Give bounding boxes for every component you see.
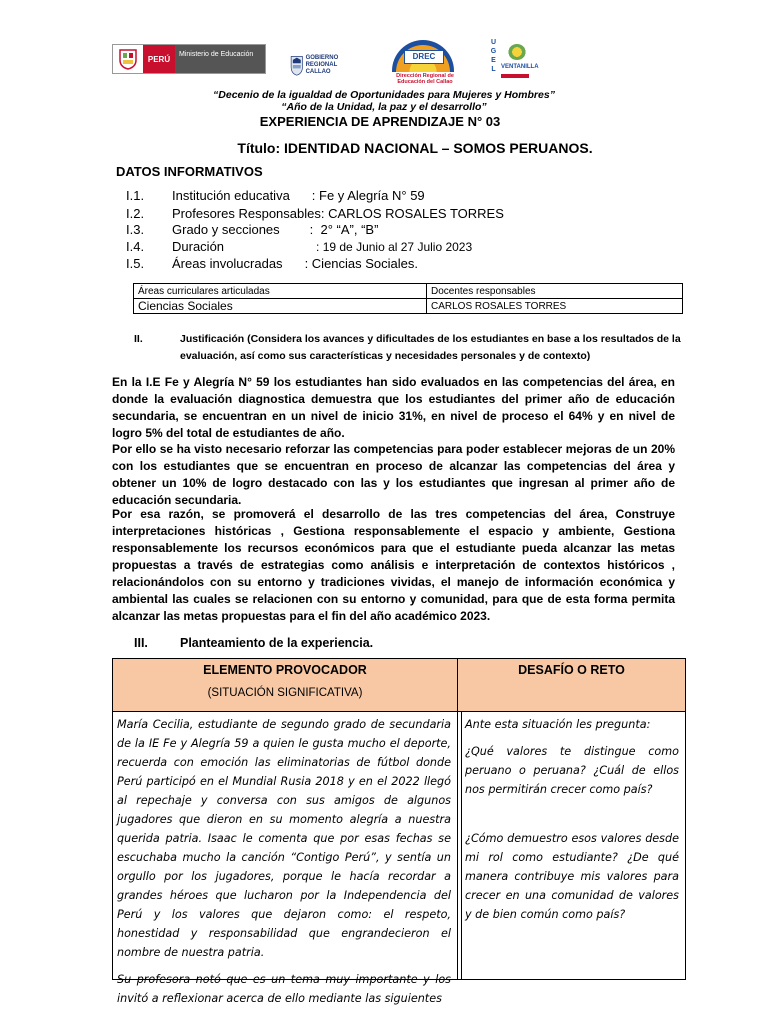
info-label: Institución educativa: [172, 188, 290, 203]
info-num: I.4.: [126, 239, 145, 254]
peru-label: PERÚ: [143, 45, 175, 73]
info-num: I.3.: [126, 222, 145, 237]
info-item-2: [126, 206, 504, 221]
reto-cell: [465, 715, 679, 932]
table-row: [134, 284, 683, 299]
situacion-paragraph-2: Su profesora notó que es un tema muy importante y los invitó a reflexionar acerca de ello mediante las siguientes: [117, 973, 451, 1005]
header-desafio: [458, 659, 685, 712]
areas-table: [133, 283, 683, 314]
reto-paragraph-1: Ante esta situación les pregunta:: [465, 718, 651, 731]
year-slogan: “Año de la Unidad, la paz y el desarrollo”: [281, 101, 487, 113]
drec-badge: DREC: [404, 50, 444, 64]
column-divider: [457, 712, 458, 979]
table-cell-area: Ciencias Sociales: [134, 299, 427, 314]
table-cell-docente: CARLOS ROSALES TORRES: [427, 299, 683, 314]
situacion-paragraph-1: María Cecilia, estudiante de segundo grado de secundaria de la IE Fe y Alegría 59 a quien le gusta mucho el deporte, recuerda con emoción las eliminatorias de fútbol donde Perú participó en el Mundial Rusia 2018 y en el 2022 llegó al repechaje y conversa con sus amigos de algunos jugadores que dieron en su momento alegría a nuestra querida patria. Isaac le comenta que por esas fechas se escuchaba mucho la canción “Contigo Perú”, y sentía un orgullo por los jugadores, porque le hacía recordar a grandes héroes que lucharon por la Independencia del Perú y los valores que dejaron como: el respeto, honestidad y responsabilidad que engrandecieron el nombre de nuestra patria.: [117, 718, 451, 959]
situacion-cell: [117, 715, 451, 1016]
justificacion-text: Justificación (Considera los avances y dificultades de los estudiantes en base a los resultados de la evaluación, así como sus características y necesidades personales y de contexto): [180, 333, 681, 362]
info-value: : CARLOS ROSALES TORRES: [320, 206, 504, 221]
ugel-letters: UGEL: [490, 39, 497, 73]
table-header-areas: Áreas curriculares articuladas: [134, 284, 427, 299]
info-item-5: [126, 256, 418, 271]
section-number: II.: [134, 333, 143, 345]
table-header-docentes: Docentes responsables: [427, 284, 683, 299]
info-label: Áreas involucradas: [172, 256, 283, 271]
right-header: DESAFÍO O RETO: [518, 663, 625, 677]
info-value: : Fe y Alegría N° 59: [311, 188, 425, 203]
page-title: Título: IDENTIDAD NACIONAL – SOMOS PERUANOS.: [237, 140, 593, 156]
drec-subtitle: Dirección Regional de Educación del Callao: [396, 73, 454, 85]
info-label: Duración: [172, 239, 225, 254]
ugel-logo: [488, 38, 539, 88]
ministry-label: Ministerio de Educación: [175, 45, 265, 73]
section-number: III.: [134, 636, 148, 650]
info-label: Profesores Responsables: [172, 206, 321, 221]
info-num: I.2.: [126, 206, 145, 221]
minedu-logo: [112, 44, 266, 74]
ugel-bar: [501, 74, 529, 78]
callao-shield-icon: [290, 46, 304, 84]
globe-icon: [508, 44, 526, 60]
info-value: : 19 de Junio al 27 Julio 2023: [316, 240, 473, 254]
gobierno-regional-logo: [290, 42, 358, 88]
info-item-1: [126, 188, 425, 203]
gore-label: GOBIERNO REGIONAL CALLAO: [305, 54, 339, 75]
info-value: : 2° “A”, “B”: [309, 222, 379, 237]
reto-paragraph-2: ¿Qué valores te distingue como peruano o peruana? ¿Cuál de ellos nos permitirán crecer como país?: [465, 745, 679, 796]
info-item-3: [126, 222, 378, 237]
table-row: [134, 299, 683, 314]
info-num: I.1.: [126, 188, 145, 203]
paragraph-3: Por esa razón, se promoverá el desarrollo de las tres competencias del área, Construye interpretaciones históricas , Gestiona responsablemente el espacio y ambiente, Gestiona responsablemente los recursos económicos para que el estudiante pueda alcanzar las metas propuestas a través de estrategias como análisis e interpretación de contextos históricos , relacionándolos con su entorno y tradiciones vividas, el manejo de información económica y ambiental las cuales se relacionen con su entorno y comunidad, para que de esta forma permita alcanzar las metas propuestas para el fin del año académico 2023.: [112, 507, 675, 623]
drec-logo: [384, 40, 466, 86]
left-header: ELEMENTO PROVOCADOR: [203, 663, 367, 677]
info-label: Grado y secciones: [172, 222, 280, 237]
datos-heading: DATOS INFORMATIVOS: [116, 164, 263, 179]
ugel-word: VENTANILLA: [501, 64, 539, 70]
info-item-4: [126, 239, 472, 254]
reto-paragraph-3: ¿Cómo demuestro esos valores desde mi rol como estudiante? ¿De qué manera contribuye mis valores para crecer en una comunidad de valores y de bien común como país?: [465, 832, 679, 921]
column-divider: [461, 712, 462, 979]
paragraph-2: Por ello se ha visto necesario reforzar las competencias para poder establecer mejoras de un 20% con los estudiantes que se encuentran en proceso de alcanzar las competencias del área y obtener un 10% de logro destacado con las y los estudiantes que ingresan al primer año de educación secundaria.: [112, 442, 675, 507]
paragraph-1: En la I.E Fe y Alegría N° 59 los estudiantes han sido evaluados en las competencias del área, en donde la evaluación diagnostica demuestra que los estudiantes del primer año de educación secundaria, se encuentran en un nivel de inicio 31%, en nivel de proceso el 64% y en nivel de logro 5% del total de estudiantes de año.: [112, 375, 675, 440]
experience-table: [112, 658, 686, 1005]
header-elemento-provocador: [113, 659, 458, 712]
planteamiento-heading: [134, 636, 373, 650]
decade-slogan: “Decenio de la igualdad de Oportunidades para Mujeres y Hombres”: [213, 89, 555, 101]
peru-shield-icon: [113, 45, 143, 73]
info-num: I.5.: [126, 256, 145, 271]
left-subheader: (SITUACIÓN SIGNIFICATIVA): [207, 687, 363, 699]
experience-heading: EXPERIENCIA DE APRENDIZAJE N° 03: [259, 114, 501, 129]
info-value: : Ciencias Sociales.: [304, 256, 419, 271]
planteamiento-label: Planteamiento de la experiencia.: [180, 636, 374, 650]
